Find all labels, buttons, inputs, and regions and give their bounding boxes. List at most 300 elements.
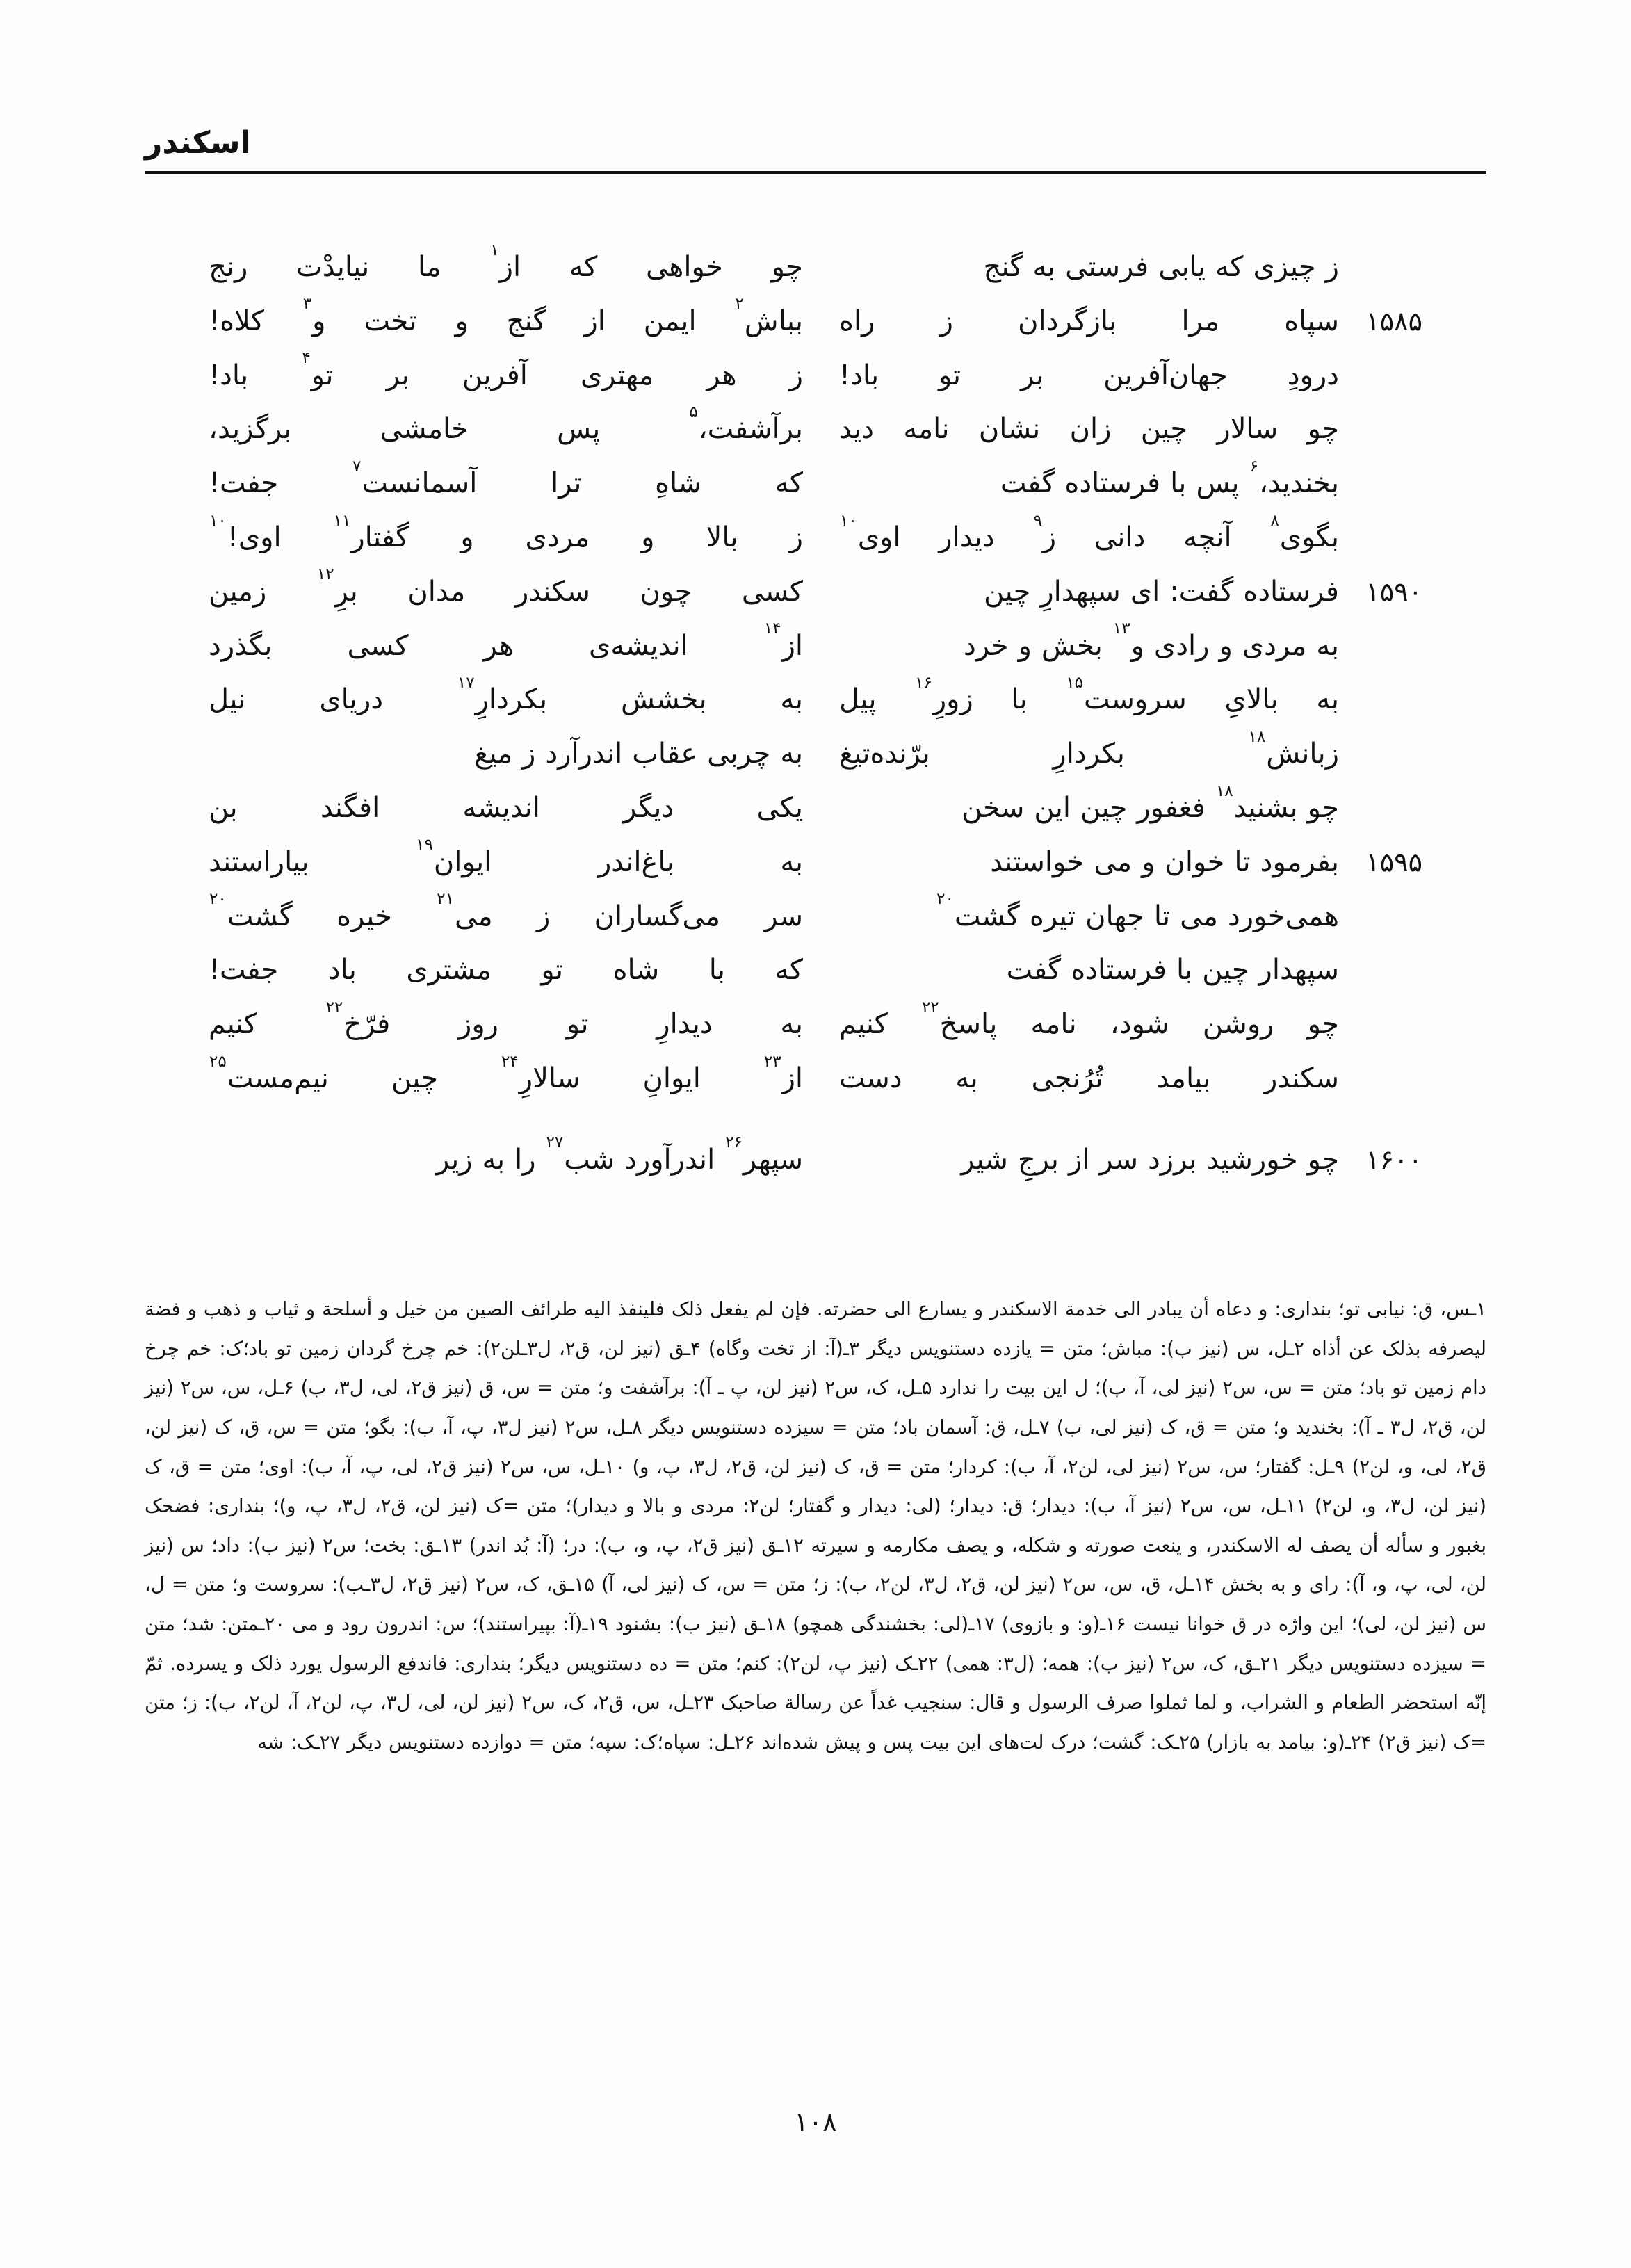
verse-word: برّنده‌تیغ xyxy=(839,738,930,770)
footnote-marker: ۱۵ xyxy=(1066,674,1084,692)
verse-word: می$^{۲۱}$ xyxy=(437,890,493,932)
verse-word: همی‌خورد xyxy=(1227,900,1339,932)
footnote-marker: ۴ xyxy=(302,349,311,368)
verse-word: پیل xyxy=(839,683,877,716)
verse-word: مرا xyxy=(1181,305,1220,337)
hemistich-text xyxy=(839,353,1339,398)
verse-word: خواستند xyxy=(990,845,1085,878)
verse-word: به xyxy=(780,738,803,770)
verse-word: زیر xyxy=(436,1143,473,1176)
verse-word: هر xyxy=(483,629,514,662)
verse-word: بشنید$^{۱۸}$ xyxy=(1215,781,1298,824)
verse-word: و xyxy=(1018,629,1032,662)
verse-word: فرستاده xyxy=(1243,575,1339,608)
verse-word: روشن xyxy=(1202,1008,1274,1041)
hemistich-left xyxy=(209,836,816,885)
footnote-marker: ۱۶ xyxy=(915,674,932,692)
verse-line xyxy=(209,948,1422,993)
verse-number: ۱۶۰۰ xyxy=(1365,1144,1422,1175)
verse-word: و xyxy=(641,521,655,553)
hemistich-text xyxy=(839,674,1339,722)
verse-number: ۱۵۸۵ xyxy=(1365,305,1422,337)
header-rule xyxy=(145,171,1486,174)
verse-word: چین xyxy=(1140,413,1188,446)
verse-word: افگند xyxy=(320,791,380,824)
footnote-marker: ۱۸ xyxy=(1248,727,1266,746)
footnote-marker: ۲۶ xyxy=(725,1133,743,1152)
verse-word: برِ$^{۱۲}$ xyxy=(316,565,358,608)
hemistich-text xyxy=(839,998,1339,1047)
verse-word: فغفور xyxy=(1137,791,1206,824)
hemistich-left xyxy=(209,948,816,993)
verse-word: ایوانِ xyxy=(642,1062,701,1094)
footnote-marker: ۱۳ xyxy=(1112,619,1130,638)
hemistich-left xyxy=(209,1052,816,1101)
verse-line xyxy=(209,457,1422,506)
verse-word: ای xyxy=(1130,575,1160,608)
verse-word: برجِ xyxy=(1017,1143,1059,1176)
verse-word: نیم‌مست$^{۲۵}$ xyxy=(209,1052,329,1094)
hemistich-right xyxy=(816,890,1422,939)
verse-word: گنج xyxy=(983,251,1023,283)
verse-word: سر xyxy=(1099,1143,1138,1176)
hemistich-left xyxy=(209,457,816,506)
hemistich-right xyxy=(816,674,1422,722)
verse-word: که xyxy=(1215,251,1244,283)
hemistich-text xyxy=(839,890,1339,939)
hemistich-text xyxy=(839,1056,1339,1101)
verse-line xyxy=(209,619,1422,669)
hemistich-left xyxy=(209,674,816,722)
verse-word: بر xyxy=(386,359,409,391)
verse-word: و xyxy=(455,305,469,337)
verse-number xyxy=(1339,355,1422,398)
hemistich-left xyxy=(209,349,816,398)
verse-word: تو$^۴$ xyxy=(302,349,334,391)
verse-word: ما xyxy=(417,251,441,283)
verse-word: فرستاده xyxy=(1071,954,1167,987)
verse-number xyxy=(1339,408,1422,451)
footnote-marker: ۲۳ xyxy=(763,1052,781,1071)
verse-word: دیدارِ xyxy=(656,1008,713,1041)
verse-number xyxy=(1339,246,1422,289)
verse-word: نیل xyxy=(209,683,246,716)
footnote-marker: ۱۸ xyxy=(1215,781,1233,800)
hemistich-left xyxy=(209,786,816,831)
hemistich-text xyxy=(839,840,1339,885)
verse-word: می xyxy=(1180,900,1218,932)
verse-word: گنج xyxy=(506,305,546,337)
verse-word: هر xyxy=(706,359,737,391)
verse-number: ۱۵۹۰ xyxy=(1365,576,1422,607)
hemistich-left xyxy=(209,731,816,777)
hemistich-left xyxy=(209,890,816,939)
footnote-marker: ۲۲ xyxy=(921,998,939,1016)
verse-word: که xyxy=(774,467,803,500)
verse-word: خیره xyxy=(336,900,392,932)
footnote-marker: ۱۰ xyxy=(840,511,857,530)
verse-word: خواهی xyxy=(645,251,723,283)
verse-word: باد! xyxy=(839,359,879,391)
hemistich-text xyxy=(839,299,1339,344)
verse-word: زمین xyxy=(209,575,267,608)
hemistich-left xyxy=(209,511,816,560)
hemistich-right xyxy=(816,1056,1422,1101)
verse-word: آسمانست$^۷$ xyxy=(352,457,478,500)
verse-word: پس xyxy=(557,413,601,446)
verse-word: با xyxy=(1011,683,1028,716)
hemistich-text xyxy=(209,349,803,398)
verse-word: روز xyxy=(458,1008,498,1041)
verse-word: مردی xyxy=(525,521,590,553)
hemistich-text xyxy=(209,674,803,722)
footnote-marker: ۵ xyxy=(689,403,698,422)
verse-word: بخش xyxy=(1041,629,1103,662)
verse-word: که xyxy=(774,954,803,987)
verse-block xyxy=(209,241,1422,1192)
verse-word: گفت: xyxy=(1169,575,1234,608)
hemistich-text xyxy=(839,407,1339,452)
verse-word: تا xyxy=(1234,845,1251,878)
verse-word: از xyxy=(584,305,606,337)
verse-word: به xyxy=(1316,683,1339,716)
verse-word: اندیشه‌ی xyxy=(588,629,688,662)
footnote-marker: ۲۰ xyxy=(936,890,954,909)
verse-word: بالا xyxy=(706,521,738,553)
hemistich-text xyxy=(209,619,803,669)
verse-word: گفت xyxy=(1006,954,1062,987)
verse-word: خامشی xyxy=(380,413,469,446)
verse-word: سالار xyxy=(1217,413,1279,446)
verse-word: چین xyxy=(984,575,1031,608)
footnote-marker: ۲۱ xyxy=(437,890,454,909)
hemistich-left xyxy=(209,295,816,344)
footnote-marker: ۱۲ xyxy=(316,565,334,584)
verse-word: و xyxy=(460,521,474,553)
hemistich-text xyxy=(209,295,803,344)
verse-word: را xyxy=(514,1143,536,1176)
verse-word: و$^۳$ xyxy=(302,295,326,337)
verse-line xyxy=(209,1052,1422,1101)
hemistich-right xyxy=(816,245,1422,290)
footnote-marker: ۹ xyxy=(1033,511,1042,530)
verse-word: خوان xyxy=(1165,845,1225,878)
verse-number xyxy=(1339,679,1422,722)
verse-line xyxy=(209,511,1422,560)
running-head xyxy=(145,127,1486,210)
verse-word: می xyxy=(1094,845,1133,878)
verse-number xyxy=(1339,517,1422,560)
verse-word: بفرمود xyxy=(1260,845,1339,878)
verse-word: عقاب xyxy=(632,738,698,770)
verse-line xyxy=(209,565,1422,615)
verse-word: تو xyxy=(541,954,564,987)
hemistich-right xyxy=(816,948,1422,993)
verse-word: از xyxy=(1068,1143,1090,1176)
verse-word: سپاه xyxy=(1284,305,1339,337)
verse-word: چو xyxy=(771,251,803,283)
verse-line xyxy=(209,241,1422,290)
hemistich-text xyxy=(209,457,803,506)
verse-word: و xyxy=(1142,845,1155,878)
hemistich-right xyxy=(816,457,1422,506)
verse-word: مدان xyxy=(407,575,466,608)
hemistich-text xyxy=(839,727,1339,777)
verse-word: سکندر xyxy=(514,575,590,608)
verse-word: که xyxy=(569,251,598,283)
verse-word: دریای xyxy=(319,683,384,716)
hemistich-text xyxy=(209,565,803,615)
verse-word: بگوی$^۸$ xyxy=(1270,511,1339,553)
verse-word: باغ‌اندر xyxy=(597,845,674,878)
verse-word: چین xyxy=(391,1062,439,1094)
verse-word: اندرآورد xyxy=(624,1143,715,1176)
verse-word: گفتار$^{۱۱}$ xyxy=(333,511,409,553)
verse-line xyxy=(209,998,1422,1047)
verse-word: می‌گساران xyxy=(594,900,721,932)
verse-word: به xyxy=(482,1143,505,1176)
verse-word: گشت$^{۲۰}$ xyxy=(209,890,293,932)
verse-word: برگزید، xyxy=(209,413,292,446)
hemistich-text xyxy=(209,511,803,560)
footnote-marker: ۱۴ xyxy=(763,619,781,638)
verse-word: با xyxy=(1176,954,1193,987)
folio xyxy=(0,2107,1631,2137)
hemistich-right xyxy=(816,998,1422,1047)
verse-word: نیایدْت xyxy=(296,251,370,283)
verse-word: راه xyxy=(839,305,875,337)
footnote-marker: ۱ xyxy=(490,241,499,259)
verse-word: رنج xyxy=(209,251,248,283)
verse-word: زبانش$^{۱۸}$ xyxy=(1248,727,1339,770)
verse-word: میغ xyxy=(474,738,513,770)
verse-word: بگذرد xyxy=(209,629,273,662)
verse-word: چون xyxy=(640,575,692,608)
page-number: ۱۰۸ xyxy=(794,2107,837,2137)
verse-word: جفت! xyxy=(209,467,279,500)
verse-word: از$^{۱۴}$ xyxy=(763,619,803,662)
hemistich-left xyxy=(209,1133,816,1183)
hemistich-text xyxy=(209,403,803,452)
hemistich-text xyxy=(209,948,803,993)
verse-word: اندرآرد xyxy=(545,738,623,770)
hemistich-right xyxy=(816,619,1422,669)
verse-word: پس xyxy=(1196,467,1240,500)
verse-number xyxy=(1339,896,1422,939)
verse-word: چین xyxy=(1202,954,1249,987)
verse-word: بیامد xyxy=(1156,1062,1211,1094)
verse-word: تخت xyxy=(364,305,417,337)
verse-word: چو xyxy=(1307,1008,1339,1041)
verse-word: گشت$^{۲۰}$ xyxy=(936,890,1020,932)
hemistich-left xyxy=(209,998,816,1047)
verse-word: به xyxy=(780,1008,803,1041)
verse-word: مهتری xyxy=(580,359,654,391)
hemistich-text xyxy=(209,731,803,777)
hemistich-right xyxy=(816,299,1422,344)
verse-word: چین xyxy=(1080,791,1128,824)
verse-line xyxy=(209,781,1422,831)
verse-word: و xyxy=(1219,629,1233,662)
verse-word: سپهر$^{۲۶}$ xyxy=(725,1133,803,1176)
verse-word: کسی xyxy=(741,575,803,608)
footnote-marker: ۳ xyxy=(302,295,312,314)
verse-word: جفت! xyxy=(209,954,279,987)
verse-word: شود، xyxy=(1110,1008,1169,1041)
verse-word: بن xyxy=(209,791,238,824)
verse-word: از$^{۲۳}$ xyxy=(763,1052,803,1094)
verse-word: فرّخ$^{۲۲}$ xyxy=(325,998,391,1041)
hemistich-text xyxy=(209,1052,803,1101)
footnote-marker: ۱۰ xyxy=(209,511,227,530)
verse-word: و$^{۱۳}$ xyxy=(1112,619,1144,662)
hemistich-right xyxy=(816,840,1422,885)
hemistich-text xyxy=(839,245,1339,290)
verse-word: چربی xyxy=(707,738,771,770)
verse-word: خورشید xyxy=(1206,1143,1298,1176)
verse-word: سکندر xyxy=(1264,1062,1339,1094)
verse-word: کنیم xyxy=(839,1008,888,1041)
verse-word: سخن xyxy=(961,791,1025,824)
verse-word: آفرین xyxy=(462,359,528,391)
footnote-marker: ۲۰ xyxy=(209,890,227,909)
verse-word: رادی xyxy=(1153,629,1210,662)
hemistich-text xyxy=(209,836,803,885)
verse-word: شب$^{۲۷}$ xyxy=(546,1133,615,1176)
verse-word: دیدار xyxy=(939,521,995,553)
verse-number xyxy=(1339,625,1422,668)
verse-word: سپهدارِ xyxy=(1040,575,1121,608)
verse-word: با xyxy=(1170,467,1187,500)
verse-word: اوی!$^{۱۰}$ xyxy=(209,511,282,553)
verse-word: سر xyxy=(764,900,803,932)
verse-word: ز xyxy=(939,305,953,337)
verse-word: پاسخ$^{۲۲}$ xyxy=(921,998,998,1041)
verse-word: نامه xyxy=(1030,1008,1077,1041)
verse-word: شاهِ xyxy=(655,467,701,500)
verse-word: چو xyxy=(1307,413,1339,446)
verse-number xyxy=(1339,462,1422,505)
footnote-marker: ۶ xyxy=(1249,457,1258,476)
verse-word: بکردارِ xyxy=(1053,738,1125,770)
verse-word: بر xyxy=(1020,359,1044,391)
verse-line xyxy=(209,890,1422,939)
verse-word: آنچه xyxy=(1183,521,1232,553)
verse-line xyxy=(209,403,1422,452)
hemistich-right xyxy=(816,511,1422,560)
verse-word: به xyxy=(780,683,803,716)
verse-word: ز xyxy=(1325,251,1339,283)
verse-line xyxy=(209,1133,1422,1183)
verse-word: این xyxy=(1034,791,1071,824)
verse-word: بخشش xyxy=(620,683,707,716)
hemistich-right xyxy=(816,1137,1422,1183)
verse-word: دید xyxy=(839,413,874,446)
hemistich-text xyxy=(839,781,1339,831)
verse-word: بیاراستند xyxy=(209,845,309,878)
verse-word: برزد xyxy=(1147,1143,1197,1176)
verse-word: فرستی xyxy=(1065,251,1149,283)
hemistich-text xyxy=(209,890,803,939)
verse-word: برآشفت،$^۵$ xyxy=(689,403,803,446)
verse-word: بخندید،$^۶$ xyxy=(1249,457,1339,500)
hemistich-text xyxy=(209,1133,803,1183)
hemistich-right xyxy=(816,407,1422,452)
verse-word: ترا xyxy=(551,467,582,500)
hemistich-text xyxy=(209,241,803,290)
verse-number xyxy=(1339,733,1422,776)
verse-word: تُرُنجی xyxy=(1031,1062,1103,1094)
verse-word: اندیشه xyxy=(462,791,540,824)
verse-word: شاه xyxy=(612,954,660,987)
verse-word: بازگردان xyxy=(1018,305,1117,337)
hemistich-left xyxy=(209,565,816,615)
verse-word: ایمن xyxy=(643,305,697,337)
verse-word: تا xyxy=(1153,900,1171,932)
hemistich-right xyxy=(816,353,1422,398)
hemistich-text xyxy=(839,569,1339,615)
hemistich-left xyxy=(209,241,816,290)
hemistich-left xyxy=(209,619,816,669)
verse-word: سالارِ$^{۲۴}$ xyxy=(501,1052,581,1094)
verse-word: مشتری xyxy=(406,954,492,987)
verse-word: بالایِ xyxy=(1224,683,1279,716)
verse-word: ز$^۹$ xyxy=(1033,511,1057,553)
verse-word: جهان‌آفرین xyxy=(1103,359,1228,391)
verse-line xyxy=(209,295,1422,344)
hemistich-left xyxy=(209,403,816,452)
verse-word: چیزی xyxy=(1253,251,1316,283)
hemistich-text xyxy=(209,998,803,1047)
verse-line xyxy=(209,727,1422,777)
verse-word: باد xyxy=(327,954,357,987)
verse-word: به xyxy=(1032,251,1056,283)
verse-word: تیره xyxy=(1029,900,1076,932)
verse-number xyxy=(1339,1003,1422,1046)
verse-word: ز xyxy=(537,900,551,932)
verse-number xyxy=(1339,1058,1422,1101)
verse-word: ز xyxy=(522,738,536,770)
verse-line xyxy=(209,836,1422,885)
hemistich-text xyxy=(839,511,1339,560)
verse-word: شیر xyxy=(961,1143,1008,1176)
verse-word: کنیم xyxy=(209,1008,257,1041)
footnote-marker: ۲۷ xyxy=(546,1133,564,1152)
verse-word: دانی xyxy=(1094,521,1146,553)
verse-word: دیگر xyxy=(623,791,674,824)
verse-line xyxy=(209,674,1422,722)
verse-word: نشان xyxy=(978,413,1041,446)
verse-word: چو xyxy=(1307,791,1339,824)
verse-word: باد! xyxy=(209,359,249,391)
verse-word: از$^۱$ xyxy=(490,241,521,283)
verse-word: ز xyxy=(789,521,803,553)
hemistich-text xyxy=(839,457,1339,506)
hemistich-text xyxy=(839,619,1339,669)
verse-word: زان xyxy=(1069,413,1112,446)
verse-word: به xyxy=(780,845,803,878)
verse-word: درودِ xyxy=(1287,359,1339,391)
footnotes xyxy=(145,1290,1486,1763)
verse-word: ایوان$^{۱۹}$ xyxy=(416,836,492,878)
verse-number: ۱۵۹۵ xyxy=(1365,846,1422,877)
footnote-marker: ۱۹ xyxy=(416,836,433,854)
verse-word: به xyxy=(1316,629,1339,662)
verse-word: جهان xyxy=(1085,900,1144,932)
footnote-marker: ۱۷ xyxy=(457,674,475,692)
footnote-marker: ۸ xyxy=(1270,511,1279,530)
verse-word: بباش$^۲$ xyxy=(735,295,803,337)
